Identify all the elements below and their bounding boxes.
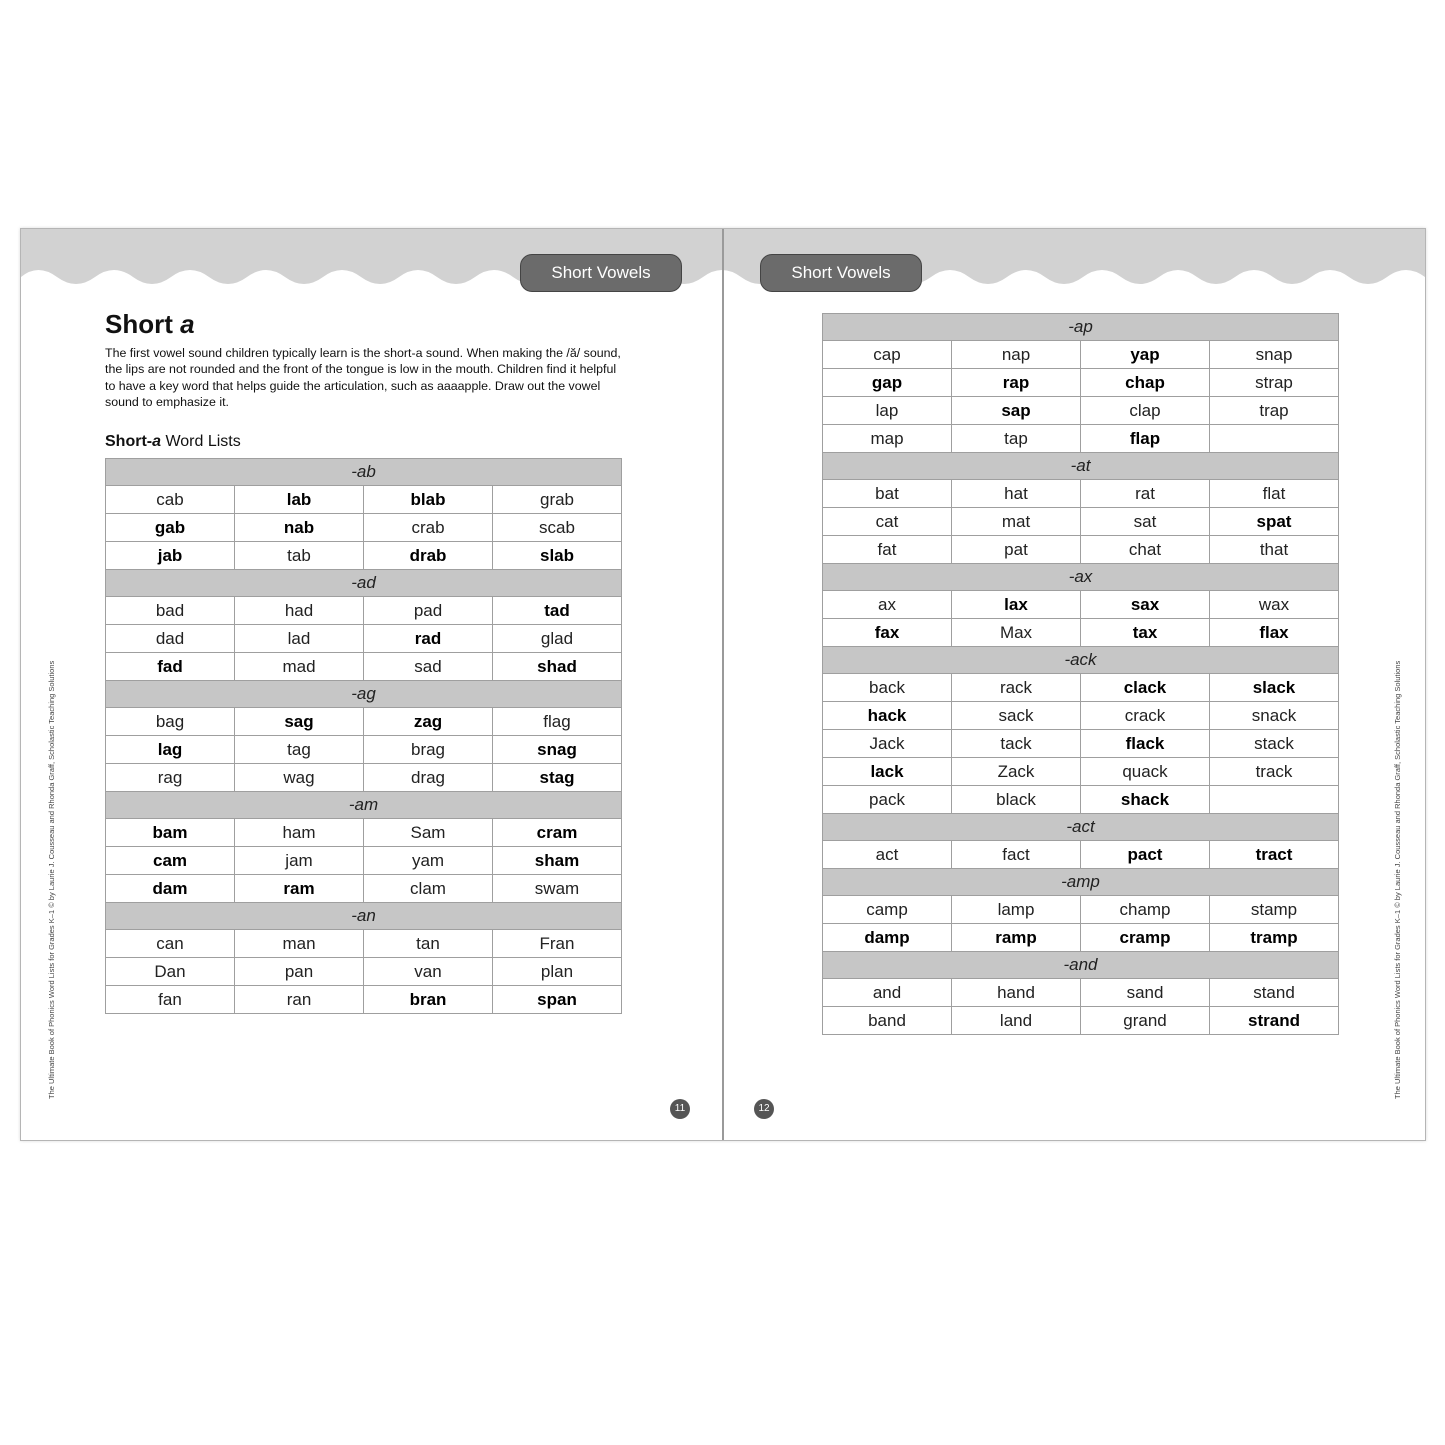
- word-family-label: -ab: [106, 459, 622, 486]
- word-row: [823, 591, 1339, 619]
- word-family-header: [823, 869, 1339, 896]
- word-row: [106, 764, 622, 792]
- word-cell: stamp: [1210, 896, 1339, 924]
- word-cell: lax: [952, 591, 1081, 619]
- word-cell: and: [823, 979, 952, 1007]
- word-row: [823, 758, 1339, 786]
- word-cell: span: [493, 986, 622, 1014]
- word-row: [823, 480, 1339, 508]
- word-cell: sag: [235, 708, 364, 736]
- word-cell: spat: [1210, 508, 1339, 536]
- word-cell: tract: [1210, 841, 1339, 869]
- word-cell: strap: [1210, 369, 1339, 397]
- word-cell: zag: [364, 708, 493, 736]
- right-word-table: [822, 313, 1339, 1035]
- word-cell: snack: [1210, 702, 1339, 730]
- word-cell: had: [235, 597, 364, 625]
- word-family-header: [106, 570, 622, 597]
- word-cell: [1210, 425, 1339, 453]
- word-cell: dad: [106, 625, 235, 653]
- word-cell: pack: [823, 786, 952, 814]
- word-cell: black: [952, 786, 1081, 814]
- left-section-tab: Short Vowels: [520, 254, 682, 292]
- word-cell: wax: [1210, 591, 1339, 619]
- word-family-header: [106, 681, 622, 708]
- word-cell: cab: [106, 486, 235, 514]
- word-cell: ham: [235, 819, 364, 847]
- word-cell: swam: [493, 875, 622, 903]
- word-cell: hack: [823, 702, 952, 730]
- word-cell: rack: [952, 674, 1081, 702]
- word-row: [823, 341, 1339, 369]
- word-cell: sham: [493, 847, 622, 875]
- word-cell: cat: [823, 508, 952, 536]
- word-row: [106, 847, 622, 875]
- word-family-label: -at: [823, 453, 1339, 480]
- word-cell: damp: [823, 924, 952, 952]
- word-row: [823, 786, 1339, 814]
- word-cell: tramp: [1210, 924, 1339, 952]
- word-cell: land: [952, 1007, 1081, 1035]
- word-cell: glad: [493, 625, 622, 653]
- word-cell: bran: [364, 986, 493, 1014]
- word-cell: pad: [364, 597, 493, 625]
- word-cell: pat: [952, 536, 1081, 564]
- word-row: [106, 930, 622, 958]
- word-family-label: -ack: [823, 647, 1339, 674]
- word-cell: drab: [364, 542, 493, 570]
- word-cell: grand: [1081, 1007, 1210, 1035]
- word-cell: lad: [235, 625, 364, 653]
- left-word-table: [105, 458, 622, 1014]
- word-cell: fat: [823, 536, 952, 564]
- word-family-header: [823, 564, 1339, 591]
- word-row: [823, 924, 1339, 952]
- word-cell: sat: [1081, 508, 1210, 536]
- word-cell: sad: [364, 653, 493, 681]
- word-cell: bad: [106, 597, 235, 625]
- word-cell: cap: [823, 341, 952, 369]
- word-cell: [1210, 786, 1339, 814]
- word-cell: rag: [106, 764, 235, 792]
- word-row: [823, 979, 1339, 1007]
- word-cell: lack: [823, 758, 952, 786]
- word-cell: tad: [493, 597, 622, 625]
- word-row: [106, 736, 622, 764]
- right-page-number: 12: [754, 1099, 774, 1119]
- word-family-header: [106, 459, 622, 486]
- word-cell: jab: [106, 542, 235, 570]
- word-family-header: [823, 453, 1339, 480]
- word-cell: snag: [493, 736, 622, 764]
- word-cell: cram: [493, 819, 622, 847]
- word-row: [823, 425, 1339, 453]
- word-cell: lamp: [952, 896, 1081, 924]
- word-cell: scab: [493, 514, 622, 542]
- word-cell: flap: [1081, 425, 1210, 453]
- word-row: [823, 1007, 1339, 1035]
- word-family-label: -ap: [823, 314, 1339, 341]
- word-cell: slack: [1210, 674, 1339, 702]
- word-cell: chat: [1081, 536, 1210, 564]
- word-cell: camp: [823, 896, 952, 924]
- word-row: [823, 619, 1339, 647]
- word-family-label: -and: [823, 952, 1339, 979]
- word-cell: tax: [1081, 619, 1210, 647]
- word-cell: track: [1210, 758, 1339, 786]
- word-cell: pact: [1081, 841, 1210, 869]
- word-row: [823, 369, 1339, 397]
- word-family-label: -act: [823, 814, 1339, 841]
- word-cell: tack: [952, 730, 1081, 758]
- word-row: [106, 708, 622, 736]
- word-cell: cam: [106, 847, 235, 875]
- word-cell: champ: [1081, 896, 1210, 924]
- word-cell: dam: [106, 875, 235, 903]
- word-cell: quack: [1081, 758, 1210, 786]
- word-cell: rat: [1081, 480, 1210, 508]
- word-family-header: [106, 792, 622, 819]
- word-cell: crack: [1081, 702, 1210, 730]
- word-cell: mad: [235, 653, 364, 681]
- word-cell: fan: [106, 986, 235, 1014]
- word-row: [106, 486, 622, 514]
- word-cell: stack: [1210, 730, 1339, 758]
- word-family-label: -an: [106, 903, 622, 930]
- word-cell: clam: [364, 875, 493, 903]
- word-cell: shad: [493, 653, 622, 681]
- word-lists-subtitle: Short-a Word Lists: [105, 433, 241, 450]
- word-cell: fact: [952, 841, 1081, 869]
- word-cell: brag: [364, 736, 493, 764]
- word-cell: Zack: [952, 758, 1081, 786]
- word-cell: stag: [493, 764, 622, 792]
- word-cell: trap: [1210, 397, 1339, 425]
- word-cell: back: [823, 674, 952, 702]
- word-cell: ax: [823, 591, 952, 619]
- word-cell: Fran: [493, 930, 622, 958]
- word-cell: that: [1210, 536, 1339, 564]
- word-cell: Dan: [106, 958, 235, 986]
- word-cell: hat: [952, 480, 1081, 508]
- word-cell: tag: [235, 736, 364, 764]
- word-cell: blab: [364, 486, 493, 514]
- word-family-label: -ad: [106, 570, 622, 597]
- word-cell: chap: [1081, 369, 1210, 397]
- word-row: [823, 397, 1339, 425]
- word-cell: wag: [235, 764, 364, 792]
- word-cell: lab: [235, 486, 364, 514]
- word-cell: Jack: [823, 730, 952, 758]
- intro-paragraph: The first vowel sound children typically learn is the short-a sound. When making the /ă/ sound, the lips are not rounded and the front of the tongue is low in the mouth. Children find it helpful to have a key word that helps guide the articulation, such as aaaapple. Draw out the vowel sound to emphasize it.: [105, 346, 621, 409]
- word-cell: nap: [952, 341, 1081, 369]
- word-cell: lag: [106, 736, 235, 764]
- word-family-header: [823, 814, 1339, 841]
- book-spine: [722, 229, 724, 1140]
- word-cell: tab: [235, 542, 364, 570]
- word-cell: tap: [952, 425, 1081, 453]
- word-cell: yap: [1081, 341, 1210, 369]
- word-cell: fax: [823, 619, 952, 647]
- word-cell: stand: [1210, 979, 1339, 1007]
- word-row: [106, 958, 622, 986]
- word-cell: pan: [235, 958, 364, 986]
- word-family-header: [823, 952, 1339, 979]
- word-cell: can: [106, 930, 235, 958]
- word-cell: fad: [106, 653, 235, 681]
- left-copyright-text: The Ultimate Book of Phonics Word Lists for Grades K–1 © by Laurie J. Cousseau and Rhonda Graff, Scholastic Teaching Solutions: [47, 660, 56, 1099]
- word-row: [823, 730, 1339, 758]
- word-cell: ram: [235, 875, 364, 903]
- word-cell: sap: [952, 397, 1081, 425]
- book-spread: [20, 228, 1426, 1141]
- word-cell: plan: [493, 958, 622, 986]
- word-family-label: -ax: [823, 564, 1339, 591]
- word-row: [823, 674, 1339, 702]
- word-cell: crab: [364, 514, 493, 542]
- word-row: [823, 896, 1339, 924]
- word-cell: snap: [1210, 341, 1339, 369]
- word-cell: flax: [1210, 619, 1339, 647]
- word-family-header: [106, 903, 622, 930]
- right-section-tab: Short Vowels: [760, 254, 922, 292]
- word-cell: van: [364, 958, 493, 986]
- word-cell: tan: [364, 930, 493, 958]
- word-cell: Sam: [364, 819, 493, 847]
- word-row: [823, 841, 1339, 869]
- word-cell: clap: [1081, 397, 1210, 425]
- word-cell: mat: [952, 508, 1081, 536]
- word-row: [106, 597, 622, 625]
- word-cell: map: [823, 425, 952, 453]
- word-cell: grab: [493, 486, 622, 514]
- word-cell: strand: [1210, 1007, 1339, 1035]
- word-family-header: [823, 647, 1339, 674]
- word-cell: flag: [493, 708, 622, 736]
- word-family-label: -ag: [106, 681, 622, 708]
- word-cell: ramp: [952, 924, 1081, 952]
- word-row: [106, 542, 622, 570]
- word-cell: yam: [364, 847, 493, 875]
- word-row: [823, 536, 1339, 564]
- word-cell: Max: [952, 619, 1081, 647]
- word-family-label: -amp: [823, 869, 1339, 896]
- word-cell: ran: [235, 986, 364, 1014]
- word-row: [106, 625, 622, 653]
- word-row: [106, 653, 622, 681]
- word-cell: sax: [1081, 591, 1210, 619]
- word-cell: gap: [823, 369, 952, 397]
- word-row: [823, 702, 1339, 730]
- word-cell: bag: [106, 708, 235, 736]
- word-row: [106, 875, 622, 903]
- word-cell: man: [235, 930, 364, 958]
- word-cell: hand: [952, 979, 1081, 1007]
- word-cell: bam: [106, 819, 235, 847]
- word-cell: sack: [952, 702, 1081, 730]
- word-cell: flack: [1081, 730, 1210, 758]
- word-row: [823, 508, 1339, 536]
- word-cell: band: [823, 1007, 952, 1035]
- word-cell: flat: [1210, 480, 1339, 508]
- word-cell: jam: [235, 847, 364, 875]
- word-cell: bat: [823, 480, 952, 508]
- word-row: [106, 986, 622, 1014]
- word-row: [106, 819, 622, 847]
- word-cell: drag: [364, 764, 493, 792]
- word-cell: gab: [106, 514, 235, 542]
- word-cell: nab: [235, 514, 364, 542]
- word-cell: rap: [952, 369, 1081, 397]
- left-page-number: 11: [670, 1099, 690, 1119]
- word-family-label: -am: [106, 792, 622, 819]
- word-cell: lap: [823, 397, 952, 425]
- word-row: [106, 514, 622, 542]
- word-cell: shack: [1081, 786, 1210, 814]
- word-cell: clack: [1081, 674, 1210, 702]
- word-cell: slab: [493, 542, 622, 570]
- word-cell: sand: [1081, 979, 1210, 1007]
- right-copyright-text: The Ultimate Book of Phonics Word Lists for Grades K–1 © by Laurie J. Cousseau and Rhonda Graff, Scholastic Teaching Solutions: [1393, 660, 1402, 1099]
- word-family-header: [823, 314, 1339, 341]
- word-cell: rad: [364, 625, 493, 653]
- word-cell: cramp: [1081, 924, 1210, 952]
- word-cell: act: [823, 841, 952, 869]
- page-title: Short a: [105, 309, 195, 339]
